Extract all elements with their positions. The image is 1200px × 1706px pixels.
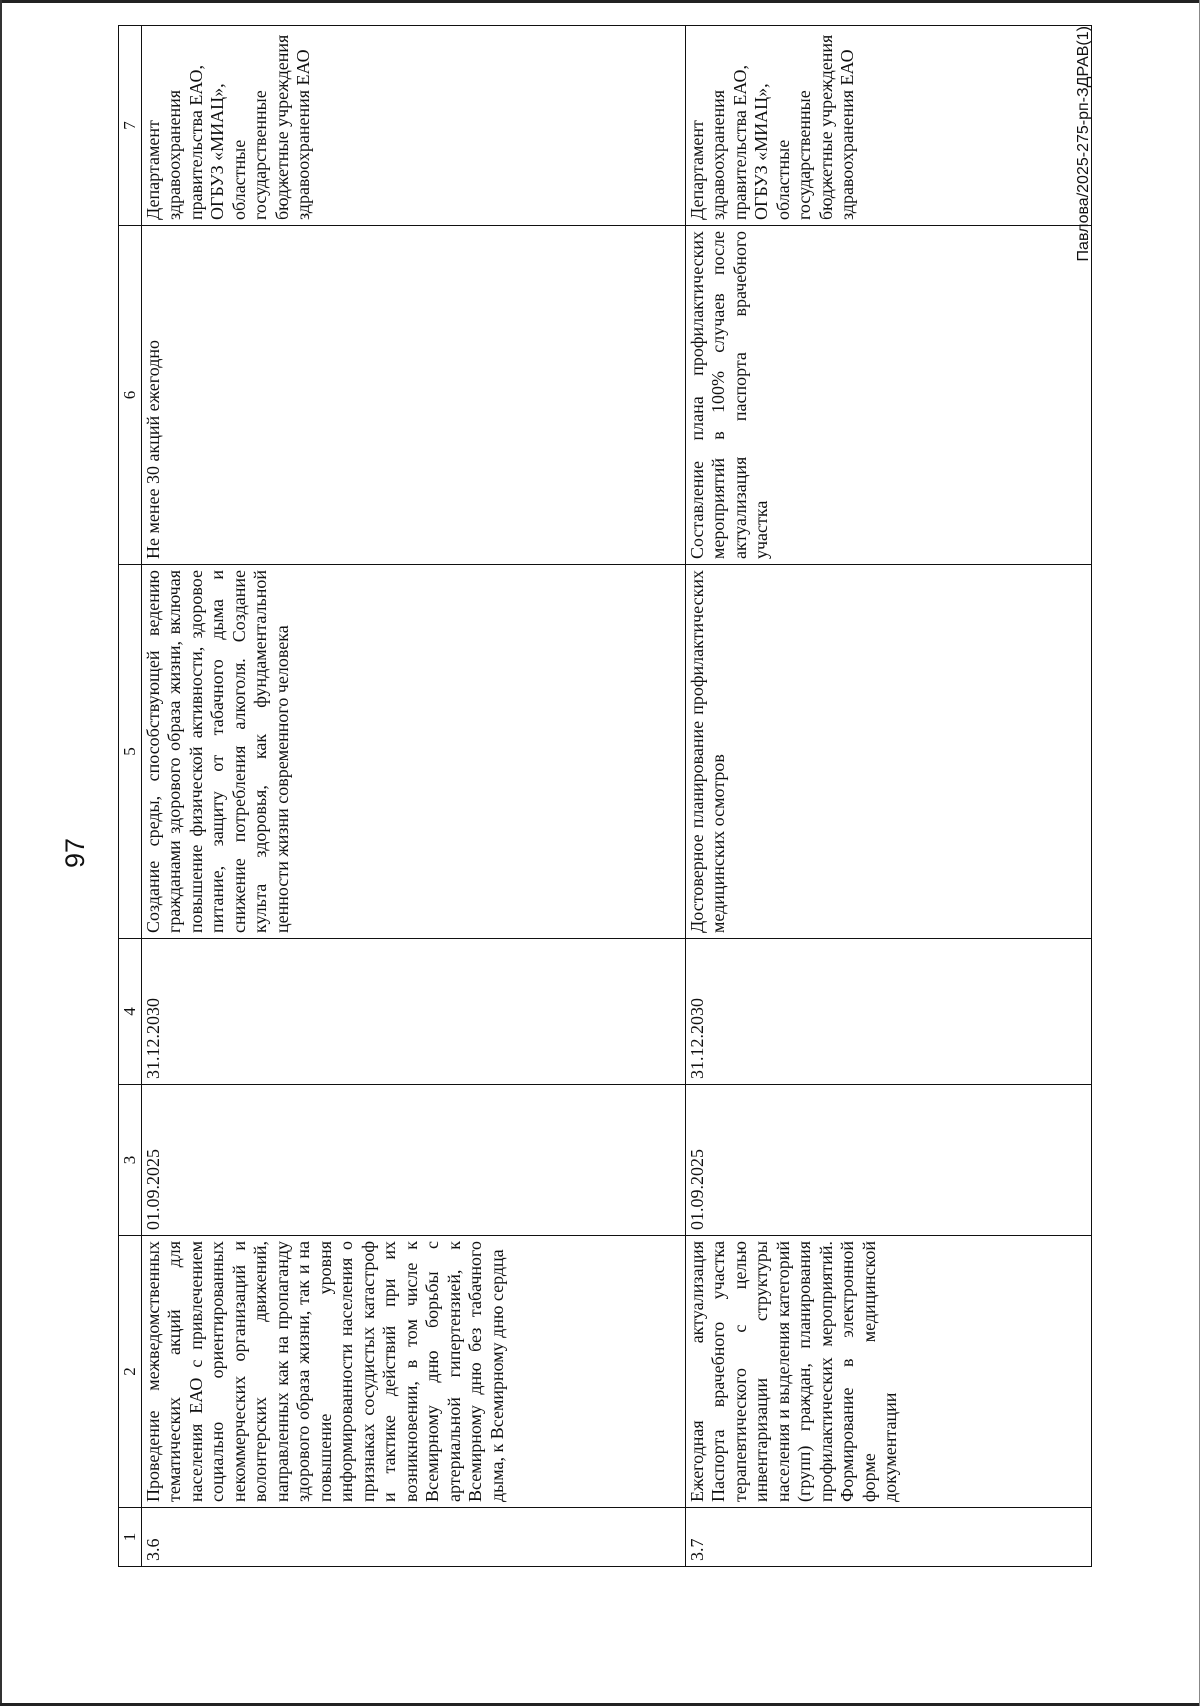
expected-result-cell: Достоверное планирование профилактических медицинских осмотров [685, 565, 1091, 939]
table-row [141, 26, 685, 1567]
activity-cell: Ежегодная актуализация Паспорта врачебного участка терапевтического с целью инвентаризации структуры населения и выделения категорий (групп) граждан, планирования профилактических мероприятий. Формирование в электронной форме медицинской документации [685, 1236, 1091, 1508]
expected-result-cell: Создание среды, способствующей ведению гражданами здорового образа жизни, включая повышение физической активности, здоровое питание, защиту от табачного дыма и снижение потребления алкоголя. Создание культа здоровья, как фундаментальной ценности жизни современного человека [141, 565, 685, 939]
indicator-cell: Не менее 30 акций ежегодно [141, 226, 685, 565]
end-date-cell: 31.12.2030 [141, 939, 685, 1085]
row-number: 3.7 [685, 1508, 1091, 1567]
responsible-cell: Департамент здравоохранения правительства ЕАО, ОГБУЗ «МИАЦ», областные государственные бюджетные учреждения здравоохранения ЕАО [141, 26, 685, 226]
column-header: 4 [119, 939, 142, 1085]
activity-cell: Проведение межведомственных тематических акций для населения ЕАО с привлечением социально ориентированных некоммерческих организаций и волонтерских движений, направленных как на пропаганду здорового образа жизни, так и на повышение уровня информированности населения о признаках сосудистых катастроф и тактике действий при их возникновении, в том числе к Всемирному дню борьбы с артериальной гипертензией, к Всемирному дню без табачного дыма, к Всемирному дню сердца [141, 1236, 685, 1508]
action-plan-table [118, 25, 1092, 1567]
indicator-cell: Составление плана профилактических мероприятий в 100% случаев после актуализация паспорта врачебного участка [685, 226, 1091, 565]
column-header: 2 [119, 1236, 142, 1508]
table-header-row [119, 26, 142, 1567]
column-header: 6 [119, 226, 142, 565]
page-number: 97 [60, 837, 90, 869]
document-footer-code: Павлова/2025-275-рп-ЗДРАВ(1) [1075, 26, 1092, 262]
column-header: 5 [119, 565, 142, 939]
column-header: 1 [119, 1508, 142, 1567]
column-header: 7 [119, 26, 142, 226]
start-date-cell: 01.09.2025 [141, 1085, 685, 1236]
end-date-cell: 31.12.2030 [685, 939, 1091, 1085]
responsible-cell: Департамент здравоохранения правительства ЕАО, ОГБУЗ «МИАЦ», областные государственные бюджетные учреждения здравоохранения ЕАО [685, 26, 1091, 226]
start-date-cell: 01.09.2025 [685, 1085, 1091, 1236]
row-number: 3.6 [141, 1508, 685, 1567]
column-header: 3 [119, 1085, 142, 1236]
table-row [685, 26, 1091, 1567]
